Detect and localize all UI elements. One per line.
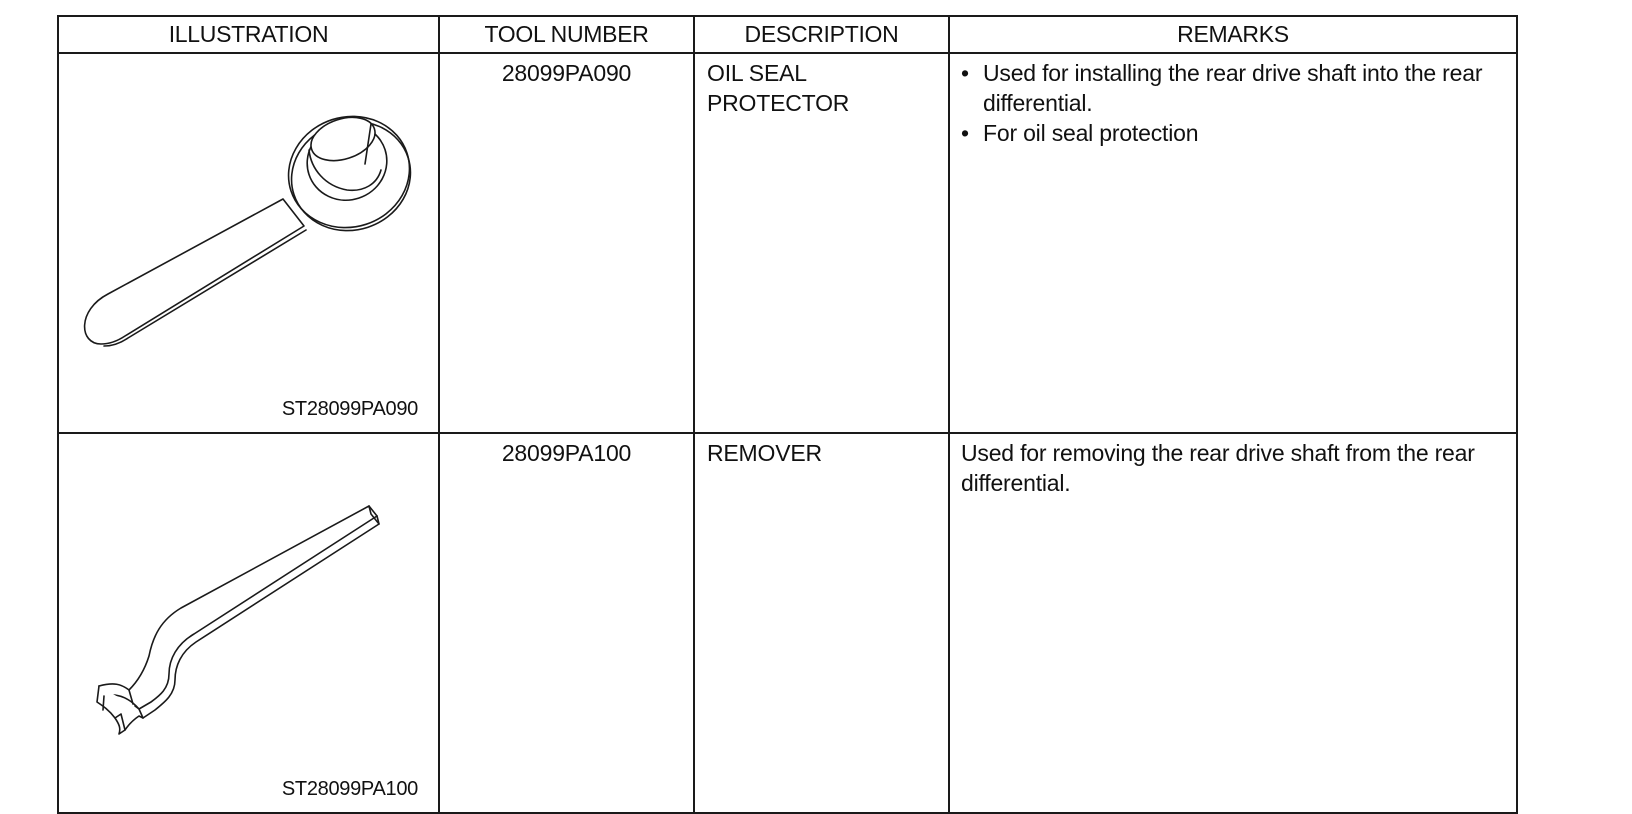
illustration-code: ST28099PA090 <box>281 398 418 420</box>
illustration-code: ST28099PA100 <box>281 778 418 800</box>
tool-number-cell <box>439 53 694 433</box>
header-illustration: ILLUSTRATION <box>58 16 439 53</box>
oil-seal-protector-drawing-icon <box>59 54 440 428</box>
remark-text: Used for removing the rear drive shaft from the rear differential. <box>961 440 1475 496</box>
illustration-cell <box>58 433 439 813</box>
table-header-row <box>58 16 1517 53</box>
illustration-cell <box>58 53 439 433</box>
remark-bullet-item <box>961 118 1506 148</box>
header-description: DESCRIPTION <box>694 16 949 53</box>
bullet-icon: • <box>961 120 969 146</box>
remarks-cell <box>949 433 1517 813</box>
description-line: REMOVER <box>707 440 822 466</box>
description-cell <box>694 53 949 433</box>
tool-number: 28099PA100 <box>501 440 632 466</box>
header-remarks: REMARKS <box>949 16 1517 53</box>
tool-number-cell <box>439 433 694 813</box>
bullet-icon: • <box>961 60 969 86</box>
description-cell <box>694 433 949 813</box>
remover-tool-drawing-icon <box>59 434 440 808</box>
table-row <box>58 433 1517 813</box>
remark-text: Used for installing the rear drive shaft into the rear differential. <box>983 60 1483 116</box>
table-row <box>58 53 1517 433</box>
special-tools-table <box>57 15 1518 814</box>
header-tool-number: TOOL NUMBER <box>439 16 694 53</box>
remark-text: For oil seal protection <box>983 120 1199 146</box>
description-line: OIL SEAL <box>707 60 807 86</box>
tool-number: 28099PA090 <box>501 60 632 86</box>
remark-bullet-item <box>961 58 1506 118</box>
description-line: PROTECTOR <box>707 90 850 116</box>
remarks-cell <box>949 53 1517 433</box>
